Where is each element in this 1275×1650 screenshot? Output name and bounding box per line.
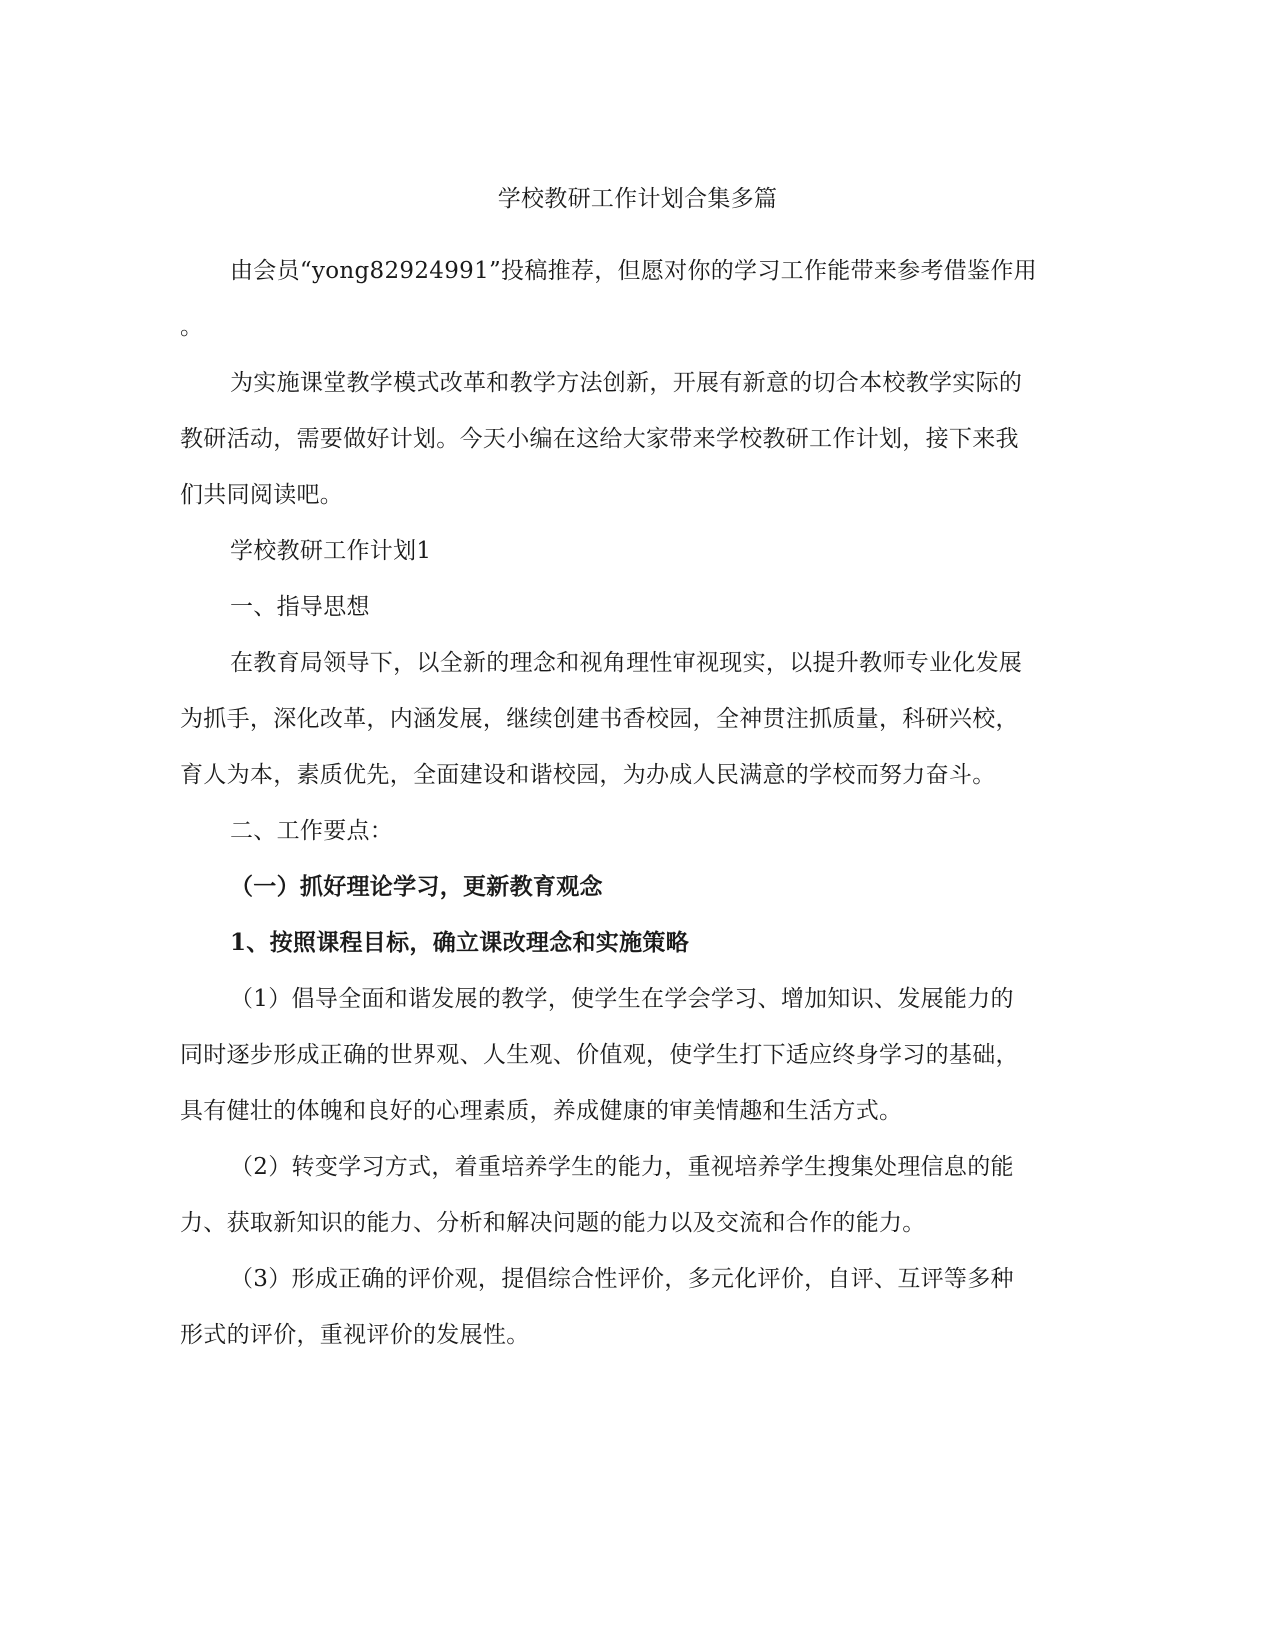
- heading-guiding-thought: 一、指导思想: [230, 594, 370, 620]
- para2-line-1: 在教育局领导下，以全新的理念和视角理性审视现实，以提升教师专业化发展: [230, 650, 1023, 676]
- para2-line-3: 育人为本，素质优先，全面建设和谐校园，为办成人民满意的学校而努力奋斗。: [180, 762, 996, 788]
- subheading-theory-study: （一）抓好理论学习，更新教育观念: [230, 873, 603, 900]
- subheading-curriculum-goals: 1、按照课程目标，确立课改理念和实施策略: [230, 929, 690, 956]
- item2-line-1: （2）转变学习方式，着重培养学生的能力，重视培养学生搜集处理信息的能: [230, 1154, 1014, 1180]
- para1-line-3: 们共同阅读吧。: [180, 482, 344, 508]
- heading-work-points: 二、工作要点：: [230, 818, 394, 844]
- item1-line-3: 具有健壮的体魄和良好的心理素质，养成健康的审美情趣和生活方式。: [180, 1098, 903, 1124]
- section-title: 学校教研工作计划1: [230, 538, 432, 564]
- document-title: 学校教研工作计划合集多篇: [497, 186, 778, 212]
- item1-line-1: （1）倡导全面和谐发展的教学，使学生在学会学习、增加知识、发展能力的: [230, 986, 1014, 1012]
- intro-line-2: 。: [180, 314, 204, 340]
- item3-line-2: 形式的评价，重视评价的发展性。: [180, 1322, 530, 1348]
- para2-line-2: 为抓手，深化改革，内涵发展，继续创建书香校园，全神贯注抓质量，科研兴校，: [180, 706, 1019, 732]
- intro-line-1: 由会员“yong82924991”投稿推荐，但愿对你的学习工作能带来参考借鉴作用: [230, 258, 1037, 284]
- item3-line-1: （3）形成正确的评价观，提倡综合性评价，多元化评价，自评、互评等多种: [230, 1266, 1014, 1292]
- item1-line-2: 同时逐步形成正确的世界观、人生观、价值观，使学生打下适应终身学习的基础，: [180, 1042, 1019, 1068]
- para1-line-1: 为实施课堂教学模式改革和教学方法创新，开展有新意的切合本校教学实际的: [230, 370, 1023, 396]
- item2-line-2: 力、获取新知识的能力、分析和解决问题的能力以及交流和合作的能力。: [180, 1210, 926, 1236]
- para1-line-2: 教研活动，需要做好计划。今天小编在这给大家带来学校教研工作计划，接下来我: [180, 426, 1019, 452]
